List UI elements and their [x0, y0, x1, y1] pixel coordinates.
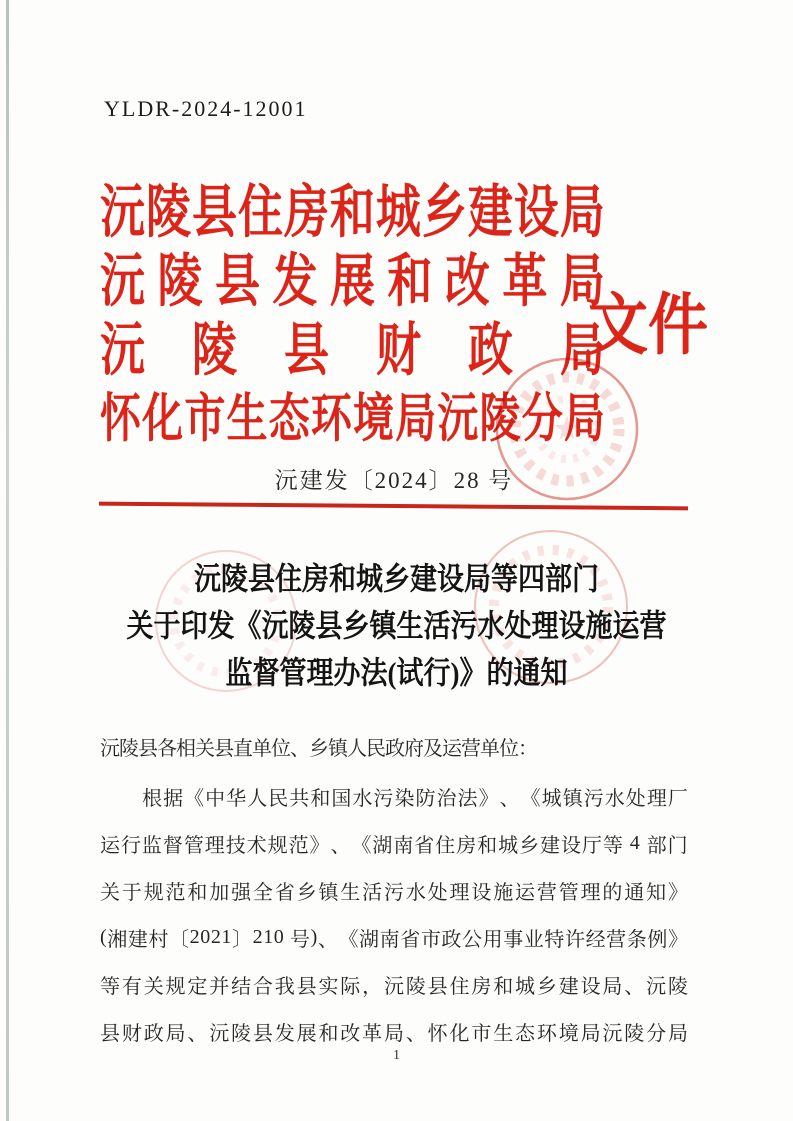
document-number: 沅建发〔2024〕28 号 — [274, 468, 514, 493]
document-title — [0, 556, 793, 697]
body-line-1: 根 据 《 中 华 人 民 共 和 国 水 污 染 防 治 法 》 、 《 城 镇 污 水 处 理 厂 — [142, 788, 688, 810]
body-line-3: 关 于 规 范 和 加 强 全 省 乡 镇 生 活 污 水 处 理 设 施 运 营 管 理 的 通 知 》 — [100, 882, 688, 904]
title-line-3: 监督管理办法(试行)》的通知 — [225, 655, 568, 691]
title-line-2: 关于印发《沅陵县乡镇生活污水处理设施运营 — [126, 608, 667, 644]
title-line-1: 沅陵县住房和城乡建设局等四部门 — [194, 561, 599, 597]
agency-line-1: 沅 陵 县 住 房 和 城 乡 建 设 局 — [100, 180, 605, 245]
agency-line-4: 怀 化 市 生 态 环 境 局 沅 陵 分 局 — [100, 388, 605, 448]
red-divider-rule — [99, 502, 688, 511]
body-line-2: 运 行 监 督 管 理 技 术 规 范 》 、 《 湖 南 省 住 房 和 城 乡 建 设 厅 等 4 部 门 — [100, 832, 688, 857]
salutation-line: 沅陵县各相关县直单位、乡镇人民政府及运营单位： — [100, 738, 537, 760]
red-header-agencies — [100, 172, 605, 448]
body-line-5: 等 有 关 规 定 并 结 合 我 县 实 际 ， 沅 陵 县 住 房 和 城 乡 建 设 局 、 沅 陵 — [100, 976, 688, 998]
agency-line-3: 沅 陵 县 财 政 局 — [100, 318, 605, 383]
document-body — [100, 726, 688, 1055]
body-line-4: ( 湘 建 村 〔 2 0 2 1 〕 2 1 0 号 ) 、 《 湖 南 省 市 政 公 用 事 业 特 许 经 营 条 例 》 — [100, 926, 688, 951]
agency-line-2: 沅 陵 县 发 展 和 改 革 局 — [100, 249, 605, 314]
header-suffix-wenjian: 文 件 — [588, 288, 708, 363]
document-code: YLDR-2024-12001 — [104, 96, 308, 121]
body-line-6: 县 财 政 局 、 沅 陵 县 发 展 和 改 革 局 、 怀 化 市 生 态 环 境 局 沅 陵 分 局 — [100, 1023, 688, 1045]
page-number: 1 — [393, 1048, 400, 1063]
